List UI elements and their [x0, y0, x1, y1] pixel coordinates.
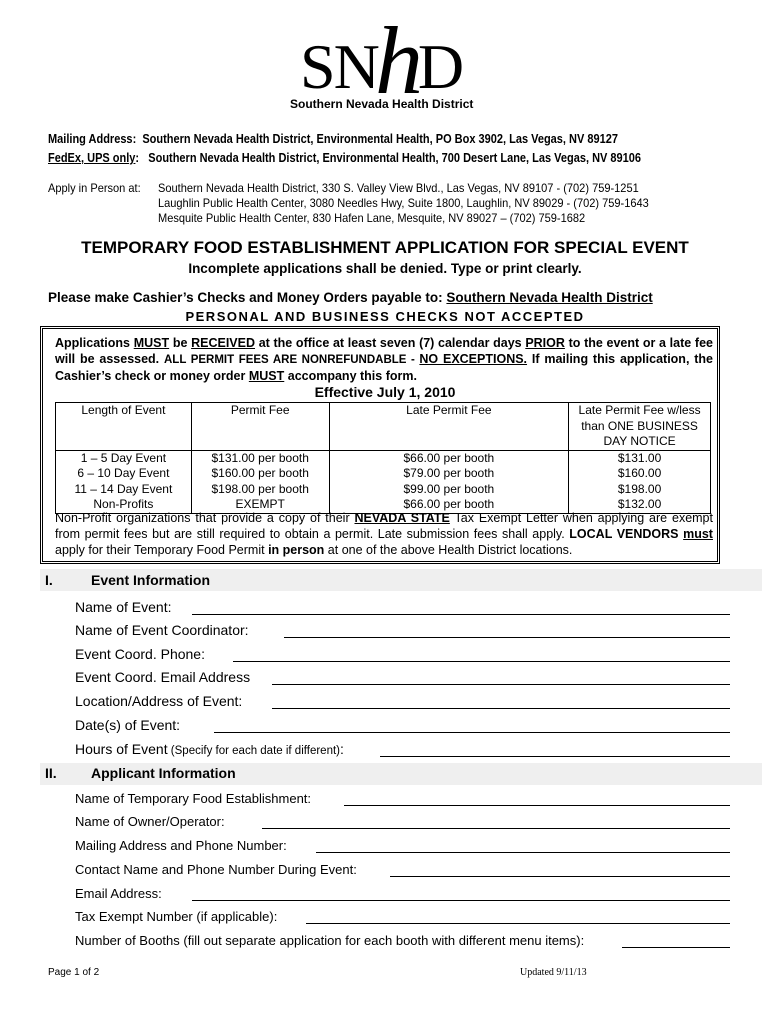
- table-cell: EXEMPT: [191, 497, 329, 513]
- no-checks-notice: PERSONAL AND BUSINESS CHECKS NOT ACCEPTED: [185, 309, 585, 324]
- section-2-title: Applicant Information: [91, 765, 236, 781]
- event-dates-field[interactable]: [214, 732, 730, 733]
- table-cell: $66.00 per booth: [329, 450, 569, 466]
- coordinator-phone-label: Event Coord. Phone:: [75, 646, 205, 662]
- fee-table-header: [56, 403, 711, 451]
- table-row: [56, 450, 711, 466]
- table-cell: $131.00: [569, 450, 711, 466]
- table-row: [56, 466, 711, 482]
- event-name-field[interactable]: [192, 614, 730, 615]
- email-address-field[interactable]: [192, 900, 730, 901]
- table-cell: $160.00: [569, 466, 711, 482]
- table-cell: $160.00 per booth: [191, 466, 329, 482]
- mailing-address-phone-label: Mailing Address and Phone Number:: [75, 838, 287, 853]
- apply-line-1: Southern Nevada Health District, 330 S. Valley View Blvd., Las Vegas, NV 89107 - (702) 759-1251: [158, 181, 639, 195]
- logo-h-mark: h: [375, 7, 423, 114]
- apply-label: Apply in Person at:: [48, 181, 141, 195]
- apply-line-2: Laughlin Public Health Center, 3080 Needles Hwy, Suite 1800, Laughlin, NV 89029 - (702) 759-1643: [158, 196, 649, 210]
- mailing-address-phone-field[interactable]: [316, 852, 730, 853]
- payable-notice: Please make Cashier’s Checks and Money Orders payable to: Southern Nevada Health District: [48, 290, 653, 305]
- event-name-label: Name of Event:: [75, 599, 172, 615]
- fee-table: [55, 402, 711, 514]
- table-cell: $132.00: [569, 497, 711, 513]
- page-number: Page 1 of 2: [48, 967, 100, 978]
- table-cell: $131.00 per booth: [191, 450, 329, 466]
- event-coordinator-label: Name of Event Coordinator:: [75, 622, 249, 638]
- owner-operator-label: Name of Owner/Operator:: [75, 814, 225, 829]
- logo-name: Southern Nevada Health District: [290, 97, 474, 111]
- coordinator-phone-field[interactable]: [233, 661, 730, 662]
- owner-operator-field[interactable]: [262, 828, 730, 829]
- section-1-title: Event Information: [91, 572, 211, 588]
- col-header-length: Length of Event: [56, 403, 192, 451]
- table-cell: 11 – 14 Day Event: [56, 482, 192, 498]
- section-1-number: I.: [45, 572, 53, 588]
- establishment-name-field[interactable]: [344, 805, 730, 806]
- establishment-name-label: Name of Temporary Food Establishment:: [75, 791, 312, 806]
- snhd-logo: [280, 7, 500, 115]
- event-dates-label: Date(s) of Event:: [75, 717, 181, 733]
- event-coordinator-field[interactable]: [284, 637, 730, 638]
- table-cell: $198.00: [569, 482, 711, 498]
- event-hours-label: Hours of Event (Specify for each date if different):: [75, 741, 344, 757]
- section-2-number: II.: [45, 765, 57, 781]
- event-location-field[interactable]: [272, 708, 730, 709]
- page-title: TEMPORARY FOOD ESTABLISHMENT APPLICATION FOR SPECIAL EVENT: [81, 238, 689, 257]
- table-cell: 1 – 5 Day Event: [56, 450, 192, 466]
- event-hours-field[interactable]: [380, 756, 730, 757]
- number-of-booths-field[interactable]: [622, 947, 730, 948]
- table-cell: $79.00 per booth: [329, 466, 569, 482]
- table-cell: 6 – 10 Day Event: [56, 466, 192, 482]
- fedex-address: FedEx, UPS only: Southern Nevada Health District, Environmental Health, 700 Desert Lane, Las Vegas, NV 89106: [48, 151, 642, 165]
- mailing-address: Mailing Address: Southern Nevada Health District, Environmental Health, PO Box 3902, Las Vegas, NV 89127: [48, 132, 618, 146]
- updated-date: Updated 9/11/13: [520, 967, 587, 978]
- page-subtitle: Incomplete applications shall be denied. Type or print clearly.: [188, 261, 582, 276]
- contact-during-event-field[interactable]: [390, 876, 730, 877]
- event-location-label: Location/Address of Event:: [75, 693, 243, 709]
- col-header-late-fee: Late Permit Fee: [329, 403, 569, 451]
- table-cell: $66.00 per booth: [329, 497, 569, 513]
- email-address-label: Email Address:: [75, 886, 162, 901]
- table-row: [56, 482, 711, 498]
- logo-letters: SN D: [300, 31, 463, 102]
- col-header-permit-fee: Permit Fee: [191, 403, 329, 451]
- col-header-late-fee-short-notice: Late Permit Fee w/less than ONE BUSINESS DAY NOTICE: [569, 403, 711, 451]
- tax-exempt-field[interactable]: [306, 923, 730, 924]
- coordinator-email-field[interactable]: [272, 684, 730, 685]
- nonprofit-notice: Non-Profit organizations that provide a copy of their NEVADA STATE Tax Exempt Letter when applying are exempt from permit fees but are still required to obtain a permit. Late submission fees shall apply. LOCAL VENDORS must apply for their Temporary Food Permit in person at one of the above Health District locations.: [55, 511, 713, 557]
- apply-line-3: Mesquite Public Health Center, 830 Hafen Lane, Mesquite, NV 89027 – (702) 759-1682: [158, 211, 586, 225]
- table-cell: $198.00 per booth: [191, 482, 329, 498]
- tax-exempt-label: Tax Exempt Number (if applicable):: [75, 909, 278, 924]
- table-cell: Non-Profits: [56, 497, 192, 513]
- contact-during-event-label: Contact Name and Phone Number During Event:: [75, 862, 357, 877]
- submission-notice: Applications MUST be RECEIVED at the office at least seven (7) calendar days PRIOR to the event or a late fee will be assessed. ALL PERMIT FEES ARE NONREFUNDABLE - NO EXCEPTIONS. If mailing this application, the Cashier’s check or money order MUST accompany this form.: [55, 336, 713, 383]
- number-of-booths-label: Number of Booths (fill out separate application for each booth with different menu items):: [75, 933, 585, 948]
- effective-date: Effective July 1, 2010: [314, 384, 456, 400]
- table-cell: $99.00 per booth: [329, 482, 569, 498]
- coordinator-email-label: Event Coord. Email Address: [75, 669, 251, 685]
